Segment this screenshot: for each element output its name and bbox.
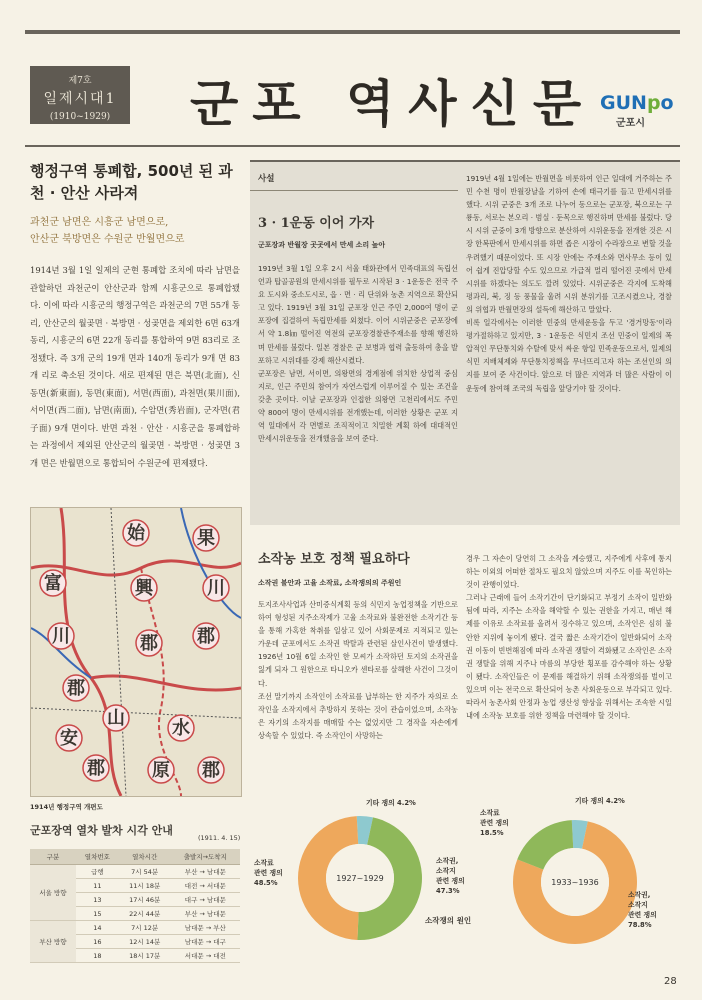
left-body: 1914년 3월 1일 일제의 군현 통폐합 조치에 따라 남면을 관할하던 과천군이 안산군과 함께 시흥군으로 통폐합됐다. 이에 따라 시흥군의 행정구역은 과천군의 7면 55개 동리, 안산군의 월곶면 · 북방면 · 성곶면을 제외한 6면 63개 동리, 시흥군의 6면 22개 동리를 통합하여 9면 83리로 조정됐다. 즉 3개 군의 19개 면과 140개 동리가 9개 면 83개 리로 축소된 것이다. 새로 편제된 면은 북면(北面), 신동면(新東面), 동면(東面), 서면(西面), 과천면(果川面), 서이면(西二面), 남면(南面), 수암면(秀岩面), 군자면(君子面) 9개 면이다. 반면 과천 · 안산 · 시흥군을 통폐합하는 과정에서 제외된 안산군의 월곶면 · 북방면 · 성곶면 3개 면은 반월면으로 통합되어 수원군에 편제됐다. [30,265,240,468]
rail-header: 열차번호 [76,849,119,865]
table-cell: 부산 → 남대문 [171,865,240,879]
article2-col-1: 토지조사사업과 산미증식계획 등의 식민지 농업정책을 기반으로 하여 형성된 지주소작제가 고율 소작료와 불완전한 소작기간 등을 통해 가혹한 착취를 일삼고 있어 사회문제로 지적되고 있는 가운데 군포에서도 소작권 박탈과 관련된 살인사건이 발생했다. 1926년 10월 6일 소작인 한 모씨가 소작하던 토지의 소작권을 잃게 되자 그 원한으로 타니오카 센타로를 살해한 사건이 그것이다. 조선 말기까지 소작인이 소작료를 납부하는 한 지주가 자의로 소작인을 소작지에서 추방하지 못하는 것이 관습이었으며, 소작농은 자기의 소작지를 매매할 수는 없었지만 그 경작을 자손에게 상속할 수 있었다. 즉 소작인이 사망하는 [258,600,458,740]
map-label-9: 安 [60,728,78,749]
editorial-col-2: 1919년 4월 1일에는 반월면을 비롯하여 인근 일대에 거주하는 주민 수천 명이 반월장날을 기하여 손에 태극기를 들고 만세시위를 했다. 시위 군중은 3개 조로 나누어 동으로는 군포장, 북으로는 구룡동, 서로는 본오리 · 범실 · 둔목으로 행진하며 만세를 불렀다. 당시 시위 군중이 3개 방향으로 분산하여 시위운동을 전개한 것은 시장 한복판에서 만세시위를 하면 좁은 시장이 수라장으로 변할 것을 우려했기 때문이었다. 또 시장 안에는 주재소와 면사무소 등이 있어 쉽게 진압당할 수도 있으므로 가급적 멀리 떨어진 곳에서 만세시위를 하겠다는 의도도 깔려 있었다. 시위군중은 각지에 도착해 평과리, 북, 징 등 풍물을 울려 시위 분위기를 고조시켰으나, 경찰의 위협과 반월면장의 설득에 해산하고 말았다. 비록 일각에서는 이러한 민중의 만세운동을 두고 '경거망동'이라 평가절하하고 있지만, 3 · 1운동은 식민지 조선 민중이 일제의 폭압적인 무단통치와 수탈에 맞서 싸운 항일 민족운동으로서, 일제의 식민 지배체제와 무단통치정책을 무너뜨리고자 하는 조선인의 의지를 보여 준 사건이다. 앞으로 더 많은 지역과 더 많은 사람이 이 운동에 참여해 조국의 독립을 앞당기야 할 것이다. [466,174,672,393]
table-cell: 남대문 → 대구 [171,935,240,949]
chart1-label-c: 기타 쟁의 4.2% [366,799,416,807]
masthead-title: 군포 역사신문 [190,74,596,133]
donut-charts [250,790,680,980]
rail-table [30,849,240,963]
map-label-11: 郡 [87,758,105,779]
left-subhead-1: 과천군 남면은 시흥군 남면으로, [30,217,169,228]
article2-subhead: 소작권 불안과 고율 소작료, 소작쟁의의 주원인 [258,579,402,587]
table-cell: 15 [76,907,119,921]
map-caption: 1914년 행정구역 개편도 [30,803,103,811]
table-cell: 대전 → 서대문 [171,879,240,893]
map-label-1: 興 [135,578,153,599]
table-cell: 부산 → 남대문 [171,907,240,921]
issue-years: (1910~1929) [49,112,111,122]
chart2-center-label: 1933~1936 [551,878,599,887]
table-cell: 11시 18분 [119,879,171,893]
section-label: 사설 [258,174,275,184]
article2-headline: 소작농 보호 정책 필요하다 [258,552,410,567]
chart1-label-b: 소작권, 소작지 관련 쟁의 47.3% [436,857,465,895]
map-label-2: 郡 [140,633,158,654]
table-cell: 남대문 → 부산 [171,921,240,935]
logo-leaf-icon: p [646,92,661,114]
table-cell: 대구 → 남대문 [171,893,240,907]
map-label-7: 川 [52,626,70,647]
table-cell: 18시 17분 [119,949,171,963]
logo-text-a: GUN [600,92,647,114]
issue-box [30,66,130,124]
rail-group: 부산 방향 [30,921,76,963]
logo-city: 군포시 [616,118,645,129]
page-number: 28 [664,976,677,987]
gunpo-logo [600,92,674,129]
map-label-5: 郡 [197,626,215,647]
editorial-headline: 3 · 1운동 이어 가자 [258,216,375,231]
table-cell: 7시 12분 [119,921,171,935]
table-row [30,921,240,935]
table-cell: 17시 46분 [119,893,171,907]
chart1-label-a: 소작료 관련 쟁의 48.5% [254,859,283,887]
map-label-13: 原 [152,760,170,781]
table-cell: 22시 44분 [119,907,171,921]
map-label-10: 山 [107,708,125,729]
rail-header: 열차시간 [119,849,171,865]
map-label-14: 郡 [202,760,220,781]
map-graphic [31,508,241,796]
table-cell: 급행 [76,865,119,879]
rail-group: 서울 방향 [30,865,76,921]
chart2-label-a: 소작료 관련 쟁의 18.5% [480,809,509,837]
table-cell: 16 [76,935,119,949]
map-label-3: 果 [197,528,215,549]
table-cell: 서대문 → 대전 [171,949,240,963]
map-label-6: 富 [44,573,62,594]
table-row [30,865,240,879]
logo-text-b: o [660,92,674,114]
top-rule [25,30,680,34]
chart1-center-label: 1927~1929 [336,874,384,883]
map-label-0: 始 [127,523,145,544]
table-cell: 14 [76,921,119,935]
rail-header: 출발지→도착지 [171,849,240,865]
chart-caption: 소작쟁의 원인 [425,916,472,925]
admin-map [30,507,242,797]
issue-era: 일제시대1 [43,91,117,107]
map-label-4: 川 [207,578,225,599]
section-rule [250,190,458,191]
rail-date: (1911. 4. 15) [198,834,241,842]
chart2-label-b: 소작권, 소작지 관련 쟁의 78.8% [628,891,657,929]
masthead-rule [25,145,680,147]
chart2-label-c: 기타 쟁의 4.2% [575,797,625,805]
article2-col-2: 경우 그 자손이 당연히 그 소작을 계승했고, 지주에게 사후에 통지하는 이외의 어떠한 절차도 필요치 않았으며 지주도 이를 묵인하는 것이 관행이었다. 그러나 근래에 들어 소작기간이 단기화되고 부정기 소작이 일반화됨에 따라, 지주는 소작을 해약할 수 있는 권한을 가지고, 매년 해제를 이유로 소작료를 올려서 징수하고 있으며, 소작인은 심히 불안한 지위에 놓이게 됐다. 결국 짧은 소작기간이 일반화되어 소작권 이동이 빈번해짐에 따라 소작권 쟁탈이 격화됐고 소작인은 소작권 쟁탈을 위해 지주나 마름의 부당한 횡포를 감수해야 하는 상황이 됐다. 소작인들은 이 문제를 해결하기 위해 소작쟁의를 벌이고 있으며 이는 전국으로 확산되어 농촌 사회운동으로 부각되고 있다. 따라서 농촌사회 안정과 농업 생산성 향상을 위해서는 조속한 시일 내에 소작농 보호를 위한 정책을 마련해야 할 것이다. [466,554,672,721]
table-cell: 18 [76,949,119,963]
map-label-12: 水 [172,718,190,739]
editorial-col-1: 1919년 3월 1일 오후 2시 서울 태화관에서 민족대표의 독립선언과 탑골공원의 만세시위를 필두로 시작된 3 · 1운동은 전국 주요 도시와 중소도시로, 읍 · 면 · 리 단위와 농촌 지역으로 확산되고 있다. 1919년 3월 31일 군포장 인근 주민 2,000여 명이 군포장에 집결하여 독립만세를 외쳤다. 이어 시위군중은 군포장에서 약 1.8㎞ 떨어진 역전의 군포장경찰관주재소를 향해 행진하며 만세를 불렀다. 일본 경찰은 군 보병과 협력 출동하여 총을 발포하고 시위대를 강제 해산시켰다. 군포장은 남면, 서이면, 의왕면의 경계점에 위치한 상업적 중심지로, 인근 주민의 참여가 자연스럽게 이루어질 수 있는 조건을 갖춘 곳이다. 이날 군포장과 인접한 의왕면 고천리에서도 주민 약 800여 명이 만세시위를 전개했는데, 이러한 상황은 군포 지역 일대에서 각 면별로 조직적이고 치밀한 계획 하에 대대적인 만세시위운동을 전개했음을 보여 준다. [258,264,458,444]
table-cell: 7시 54분 [119,865,171,879]
rail-header: 구분 [30,849,76,865]
rail-title: 군포장역 열차 발차 시각 안내 [30,824,173,837]
left-headline: 행정구역 통폐합, 500년 된 과천 · 안산 사라져 [30,162,233,202]
editorial-subhead: 군포장과 반월장 곳곳에서 만세 소리 높아 [258,241,386,249]
left-subhead-2: 안산군 북방면은 수원군 반월면으로 [30,234,185,245]
table-cell: 13 [76,893,119,907]
issue-number: 제7호 [68,76,92,86]
table-cell: 11 [76,879,119,893]
left-article [30,160,240,472]
map-label-8: 郡 [67,678,85,699]
table-cell: 12시 14분 [119,935,171,949]
